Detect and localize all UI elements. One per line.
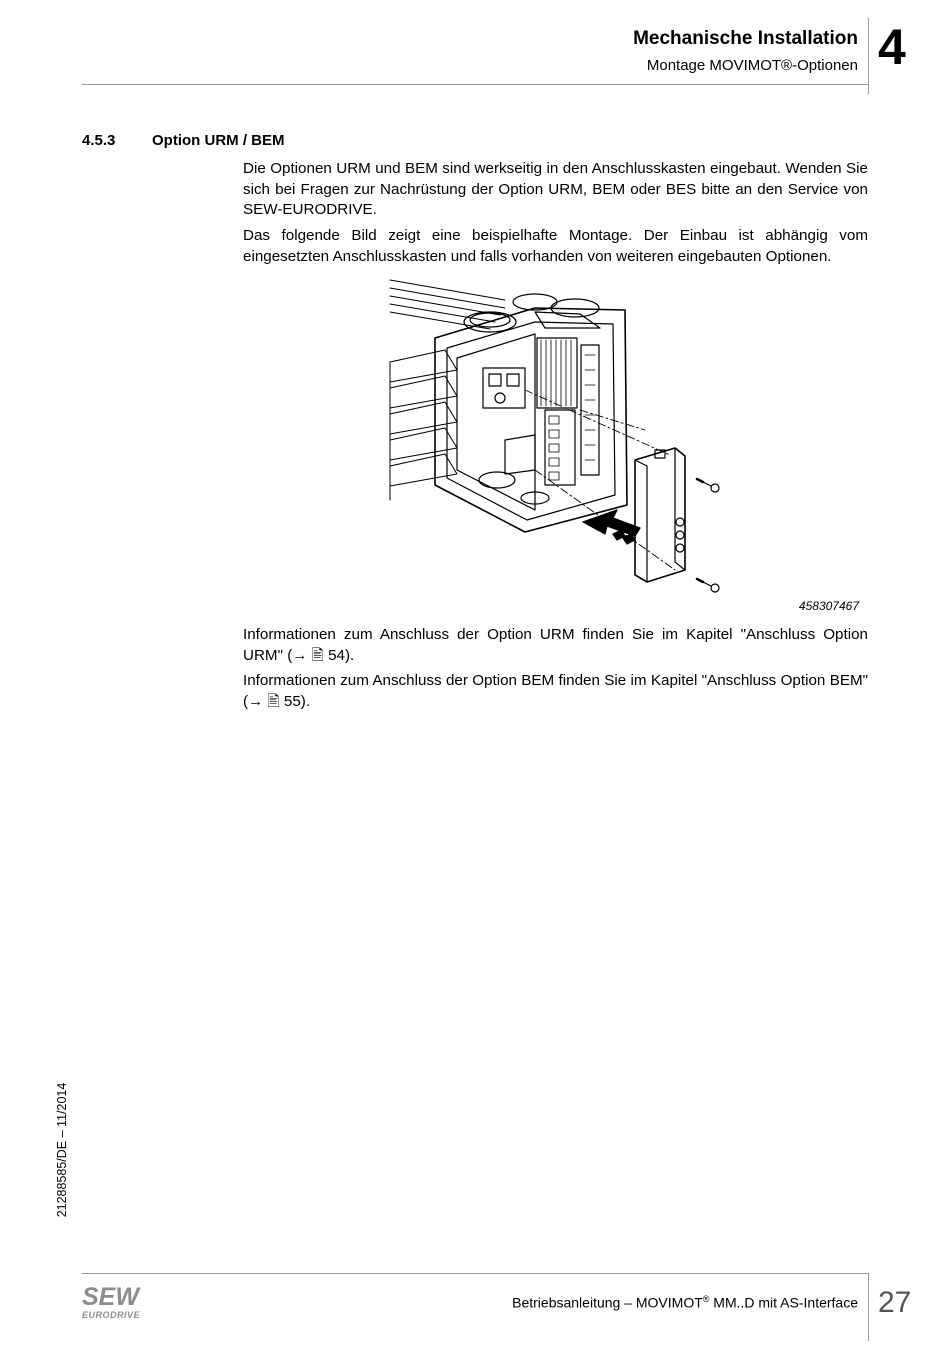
sew-eurodrive-logo (82, 1285, 152, 1325)
page-number: 27 (878, 1286, 912, 1319)
footer-text-before: Betriebsanleitung – MOVIMOT (512, 1294, 703, 1311)
paragraph-figure-intro: Das folgende Bild zeigt eine beispielhafte Montage. Der Einbau ist abhängig vom eingesetzten Anschlusskasten und falls vorhanden von weiteren eingebauten Optionen. (243, 227, 868, 265)
logo-main: SEW (82, 1283, 139, 1311)
footer-document-title (512, 1294, 858, 1311)
header-title: Mechanische Installation (633, 28, 858, 49)
terminal-box-graphic (435, 294, 627, 532)
logo-sub: EURODRIVE (82, 1310, 141, 1320)
header-divider-vertical (868, 18, 869, 94)
assembly-illustration (385, 270, 745, 605)
footer-text-after: MM..D mit AS-Interface (709, 1294, 858, 1311)
paragraph-intro: Die Optionen URM und BEM sind werkseitig in den Anschlusskasten eingebaut. Wenden Sie sich bei Fragen zur Nachrüstung der Option URM, BEM oder BES bitte an den Service von SEW-EURODRIVE. (243, 160, 868, 218)
figure-id: 458307467 (798, 599, 859, 613)
footer-text-sup: ® (702, 1294, 710, 1304)
screw-graphic (697, 479, 719, 592)
assembly-guide-lines (525, 390, 675, 570)
document-number: 21288585/DE – 11/2014 (55, 1082, 69, 1218)
section-title: Option URM / BEM (152, 132, 285, 149)
footer-divider-vertical (868, 1273, 869, 1341)
paragraph-bem-reference: Informationen zum Anschluss der Option BEM finden Sie im Kapitel "Anschluss Option BEM" (→ 🖹 55). (243, 672, 868, 710)
header-subtitle: Montage MOVIMOT®-Optionen (646, 57, 858, 74)
option-module-graphic (635, 448, 685, 582)
section-number: 4.5.3 (82, 132, 116, 149)
footer-divider (82, 1273, 869, 1274)
header-divider (82, 84, 869, 85)
chapter-number: 4 (878, 19, 906, 75)
paragraph-urm-reference: Informationen zum Anschluss der Option URM finden Sie im Kapitel "Anschluss Option URM" (→ 🖹 54). (243, 626, 868, 664)
